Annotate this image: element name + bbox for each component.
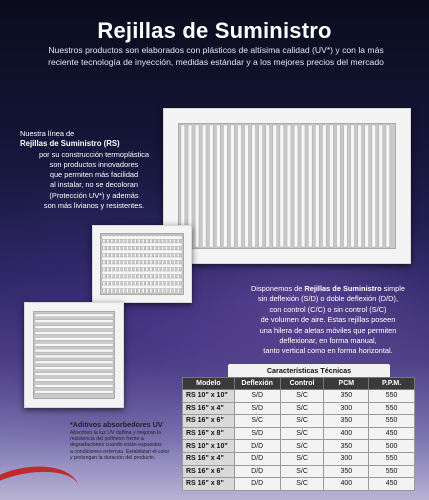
cell-control: S/C <box>280 452 324 465</box>
cell-control: S/C <box>280 402 324 415</box>
cell-deflection: D/D <box>234 440 280 453</box>
specs-table <box>182 377 415 491</box>
large-grille-image <box>163 108 411 264</box>
page-title: Rejillas de Suministro <box>97 18 332 43</box>
table-row <box>183 478 415 491</box>
table-row <box>183 390 415 403</box>
cell-ppm: 550 <box>369 390 415 403</box>
cell-deflection: D/D <box>234 452 280 465</box>
column-header-control: Control <box>280 378 324 390</box>
right-blurb-line-1b: Rejillas de Suministro <box>304 284 382 293</box>
subtitle-line-2: reciente tecnología de inyección, medidas estándar y a los mejores precios del mercado <box>48 57 384 67</box>
table-row <box>183 452 415 465</box>
table-row <box>183 440 415 453</box>
left-blurb-line-3: por su construcción termoplástica <box>38 149 150 159</box>
cell-pcm: 350 <box>324 465 369 478</box>
cell-control: S/C <box>280 427 324 440</box>
right-blurb-line-4: de volumen de aire. Estas rejillas poseen <box>260 315 396 325</box>
cell-control: S/C <box>280 478 324 491</box>
left-blurb-line-4: son productos innovadores <box>49 159 139 169</box>
cell-deflection: S/D <box>234 390 280 403</box>
left-blurb-line-2: Rejillas de Suministro (RS) <box>20 139 120 149</box>
cell-control: S/C <box>280 465 324 478</box>
left-blurb-line-8: son más livianos y resistentes. <box>43 201 145 211</box>
left-blurb-line-5: que permiten más facilidad <box>49 170 139 180</box>
column-header-deflection: Deflexión <box>234 378 280 390</box>
column-header-ppm: P.P.M. <box>369 378 415 390</box>
red-swoosh-decoration <box>0 457 85 500</box>
cell-pcm: 300 <box>324 452 369 465</box>
specs-table-caption: Características Técnicas <box>228 364 390 377</box>
cell-ppm: 550 <box>369 402 415 415</box>
uv-additives-line-5: y prolongan la duración del producto. <box>70 455 156 462</box>
cell-model: RS 16" x 8" <box>183 427 235 440</box>
medium-grille-image <box>92 225 192 303</box>
cell-ppm: 500 <box>369 440 415 453</box>
cell-deflection: D/D <box>234 465 280 478</box>
specs-table-container <box>182 364 415 491</box>
right-blurb-line-1a: Disponemos de <box>250 284 305 293</box>
left-description <box>14 129 174 211</box>
right-blurb-line-7: tanto vertical como en forma horizontal. <box>263 346 393 356</box>
right-description <box>236 284 420 357</box>
left-blurb-line-7: (Protección UV*) y además <box>49 190 139 200</box>
right-blurb-line-3: con control (C/C) o sin control (S/C) <box>269 304 387 314</box>
right-blurb-line-5: una hilera de aletas móviles que permiten <box>259 325 397 335</box>
right-blurb-line-6: deflexionar, en forma manual, <box>279 336 377 346</box>
cell-control: S/C <box>280 415 324 428</box>
cell-deflection: S/D <box>234 427 280 440</box>
cell-model: RS 16" x 8" <box>183 478 235 491</box>
cell-model: RS 10" x 10" <box>183 390 235 403</box>
right-blurb-line-2: sin deflexión (S/D) o doble deflexión (D/D), <box>257 294 399 304</box>
cell-model: RS 16" x 4" <box>183 452 235 465</box>
left-blurb-line-1: Nuestra línea de <box>20 129 75 138</box>
column-header-pcm: PCM <box>324 378 369 390</box>
cell-pcm: 400 <box>324 427 369 440</box>
cell-model: RS 16" x 4" <box>183 402 235 415</box>
uv-additives-line-3: degradaciones cuando están expuestos <box>70 442 162 449</box>
uv-additives-note <box>70 421 170 462</box>
cell-control: S/C <box>280 390 324 403</box>
table-row <box>183 402 415 415</box>
cell-ppm: 550 <box>369 452 415 465</box>
cell-deflection: S/D <box>234 402 280 415</box>
cell-model: RS 16" x 6" <box>183 465 235 478</box>
subtitle-line-1: Nuestros productos son elaborados con plásticos de altísima calidad (UV*) y con la más <box>48 45 384 55</box>
small-grille-image <box>24 302 124 408</box>
uv-additives-line-2: resistencia del polímero frente a <box>70 435 144 442</box>
cell-pcm: 300 <box>324 402 369 415</box>
cell-deflection: D/D <box>234 478 280 491</box>
uv-additives-line-4: a condiciones externas. Estabilizan el color <box>70 448 170 455</box>
specs-table-header-row <box>183 378 415 390</box>
right-blurb-line-1c: simple <box>381 284 406 293</box>
cell-pcm: 350 <box>324 390 369 403</box>
right-blurb-line-1 <box>236 284 420 294</box>
small-grille-blades <box>34 312 114 398</box>
cell-ppm: 450 <box>369 427 415 440</box>
cell-pcm: 350 <box>324 440 369 453</box>
cell-control: S/C <box>280 440 324 453</box>
cell-ppm: 550 <box>369 465 415 478</box>
large-grille-blades <box>179 124 395 248</box>
cell-model: RS 10" x 10" <box>183 440 235 453</box>
table-row <box>183 427 415 440</box>
table-row <box>183 465 415 478</box>
cell-pcm: 350 <box>324 415 369 428</box>
cell-ppm: 550 <box>369 415 415 428</box>
cell-model: RS 16" x 6" <box>183 415 235 428</box>
table-row <box>183 415 415 428</box>
cell-ppm: 450 <box>369 478 415 491</box>
medium-grille-blades <box>101 234 183 294</box>
uv-additives-line-1: Absorben la luz UV dañina y mejoran la <box>70 429 162 436</box>
column-header-model: Modelo <box>183 378 235 390</box>
left-blurb-line-6: al instalar, no se decoloran <box>50 180 138 190</box>
uv-additives-heading: *Aditivos absorbedores UV <box>70 420 163 429</box>
page-subtitle <box>28 44 404 68</box>
cell-deflection: S/C <box>234 415 280 428</box>
cell-pcm: 400 <box>324 478 369 491</box>
